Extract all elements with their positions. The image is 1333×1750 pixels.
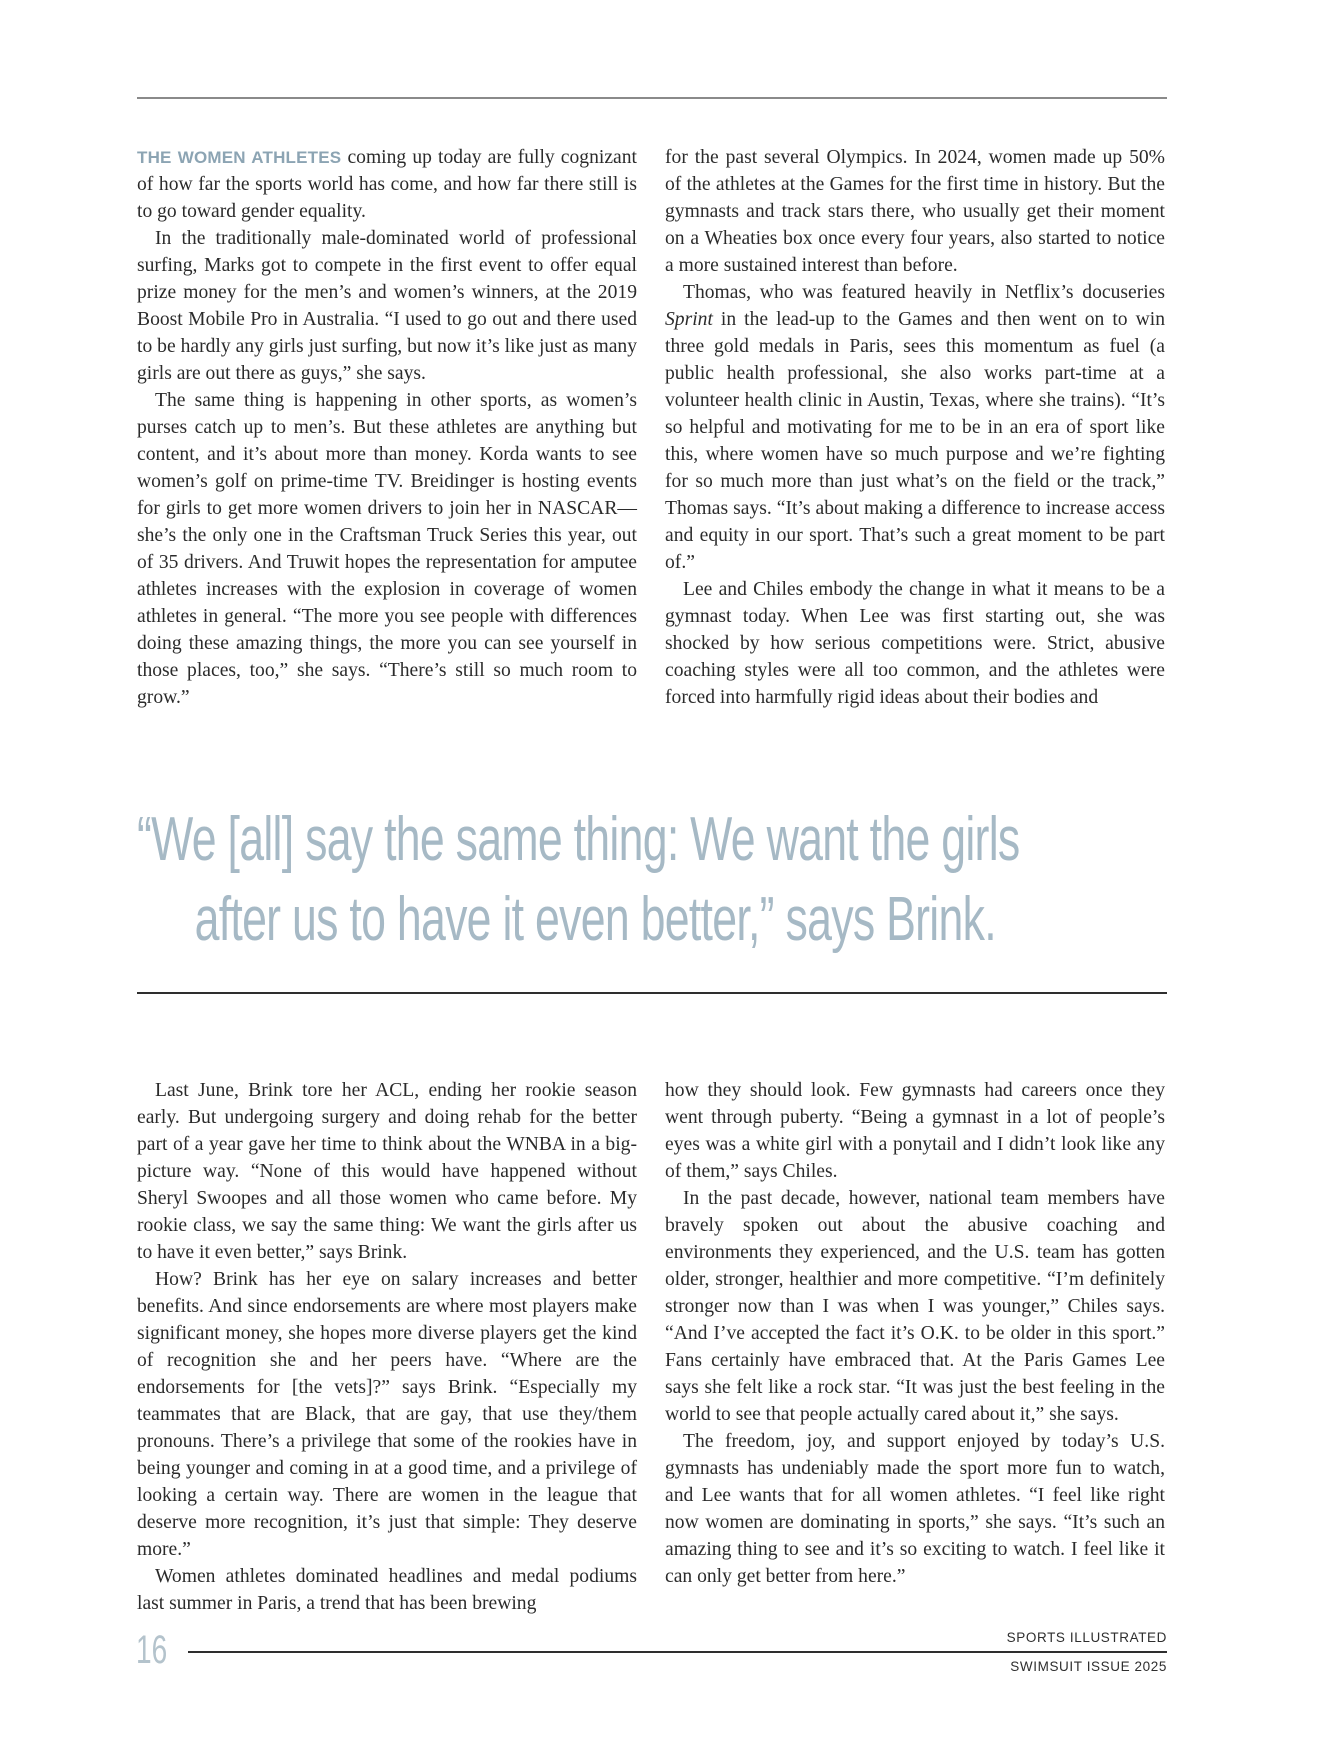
pull-quote-line-1: “We [all] say the same thing: We want the girls bbox=[137, 805, 1020, 874]
paragraph: how they should look. Few gymnasts had careers once they went through puberty. “Being a gymnast in a lot of people’s eyes was a white girl with a ponytail and I didn’t look like any of them,” says Chiles. bbox=[665, 1080, 1165, 1182]
paragraph: How? Brink has her eye on salary increases and better benefits. And since endorsements are where most players make significant money, she hopes more diverse players get the kind of recognition she and her peers have. “Where are the endorsements for [the vets]?” says Brink. “Especially my teammates that are Black, that are gay, that use they/them pronouns. There’s a privilege that some of the rookies have in being younger and coming in at a good time, and a privilege of looking a certain way. There are women in the league that deserve more recognition, it’s just that simple: They deserve more.” bbox=[137, 1269, 637, 1560]
paragraph: Last June, Brink tore her ACL, ending her rookie season early. But undergoing surgery and doing rehab for the better part of a year gave her time to think about the WNBA in a big-picture way. “None of this would have happened without Sheryl Swoopes and all those women who came before. My rookie class, we say the same thing: We want the girls after us to have it even better,” says Brink. bbox=[137, 1080, 637, 1263]
paragraph-text: coming up today are fully cognizant of how far the sports world has come, and how far there still is to go toward gender equality. bbox=[137, 147, 637, 222]
page-number: 16 bbox=[136, 1628, 168, 1672]
publication-name: SPORTS ILLUSTRATED bbox=[1006, 1630, 1167, 1645]
issue-name: SWIMSUIT ISSUE 2025 bbox=[1010, 1659, 1167, 1674]
paragraph-text: Thomas, who was featured heavily in Netflix’s docuseries bbox=[683, 282, 1165, 303]
paragraph: In the past decade, however, national team members have bravely spoken out about the abusive coaching and environments they experienced, and the U.S. team has gotten older, stronger, healthier and more competitive. “I’m definitely stronger now than I was when I was younger,” Chiles says. “And I’ve accepted the fact it’s O.K. to be older in this sport.” Fans certainly have embraced that. At the Paris Games Lee says she felt like a rock star. “It was just the best feeling in the world to see that people actually cared about it,” she says. bbox=[665, 1188, 1165, 1425]
paragraph: The same thing is happening in other sports, as women’s purses catch up to men’s. But these athletes are anything but content, and it’s about more than money. Korda wants to see women’s golf on prime-time TV. Breidinger is hosting events for girls to get more women drivers to join her in NASCAR—she’s the only one in the Craftsman Truck Series this year, out of 35 drivers. And Truwit hopes the representation for amputee athletes increases with the explosion in coverage of women athletes in general. “The more you see people with differences doing these amazing things, the more you can see yourself in those places, too,” she says. “There’s still so much room to grow.” bbox=[137, 390, 637, 708]
footer-rule bbox=[188, 1651, 1167, 1653]
pull-quote-line-2: after us to have it even better,” says Brink. bbox=[194, 885, 996, 954]
paragraph bbox=[665, 279, 1165, 576]
paragraph: In the traditionally male-dominated world of professional surfing, Marks got to compete in the first event to offer equal prize money for the men’s and women’s winners, at the 2019 Boost Mobile Pro in Australia. “I used to go out and there used to be hardly any girls just surfing, but now it’s like just as many girls are out there as guys,” she says. bbox=[137, 228, 637, 384]
paragraph: Women athletes dominated headlines and medal podiums last summer in Paris, a trend that has been brewing bbox=[137, 1566, 637, 1614]
pull-quote bbox=[137, 800, 1020, 960]
paragraph: The freedom, joy, and support enjoyed by today’s U.S. gymnasts has undeniably made the sport more fun to watch, and Lee wants that for all women athletes. “I feel like right now women are dominating in sports,” she says. “It’s such an amazing thing to see and it’s so exciting to watch. I feel like it can only get better from here.” bbox=[665, 1431, 1165, 1587]
column-bottom-right bbox=[665, 1077, 1165, 1590]
column-bottom-left bbox=[137, 1077, 637, 1617]
column-top-left bbox=[137, 144, 637, 711]
column-top-right bbox=[665, 144, 1165, 711]
paragraph: for the past several Olympics. In 2024, women made up 50% of the athletes at the Games for the first time in history. But the gymnasts and track stars there, who usually get their moment on a Wheaties box once every four years, also started to notice a more sustained interest than before. bbox=[665, 147, 1165, 276]
italic-title: Sprint bbox=[665, 309, 713, 330]
paragraph: Lee and Chiles embody the change in what it means to be a gymnast today. When Lee was first starting out, she was shocked by how serious competitions were. Strict, abusive coaching styles were all too common, and the athletes were forced into harmfully rigid ideas about their bodies and bbox=[665, 579, 1165, 708]
pull-quote-rule bbox=[137, 992, 1167, 994]
lead-in: THE WOMEN ATHLETES bbox=[137, 148, 342, 167]
paragraph bbox=[137, 144, 637, 225]
paragraph-text: in the lead-up to the Games and then went on to win three gold medals in Paris, sees this momentum as fuel (a public health professional, she also works part-time at a volunteer health clinic in Austin, Texas, where she trains). “It’s so helpful and motivating for me to be in an era of sport like this, where women have so much purpose and we’re fighting for so much more than just what’s on the field or the track,” Thomas says. “It’s about making a difference to increase access and equity in our sport. That’s such a great moment to be part of.” bbox=[665, 309, 1165, 573]
top-rule bbox=[137, 97, 1167, 99]
